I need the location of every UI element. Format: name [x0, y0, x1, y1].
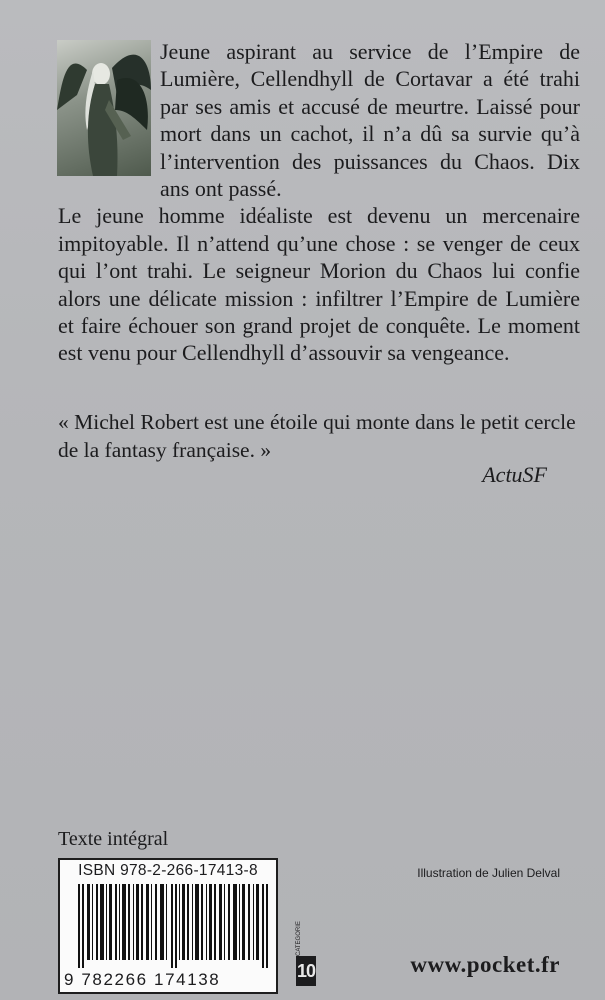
- category-label: CATÉGORIE: [296, 921, 302, 956]
- price-category-badge: [296, 921, 316, 986]
- blurb-first-lines: Jeune aspirant au service de l’Empire de Lumière, Cellendhyll de Cortavar a été trahi par ses amis et accusé de meurtre. Laissé pour mort dans un cachot, il n’a dû sa survie qu’à l’intervention des puissances du Chaos. Dix ans ont passé.: [160, 39, 580, 202]
- barcode-digits: 9 782266 174138: [64, 970, 221, 989]
- book-blurb: [58, 38, 580, 367]
- category-number: 10: [296, 956, 316, 986]
- illustrator-credit: Illustration de Julien Delval: [417, 866, 560, 880]
- cover-illustration: [57, 40, 151, 176]
- quote-source: ActuSF: [482, 462, 547, 487]
- isbn-label: ISBN 978-2-266-17413-8: [78, 862, 258, 879]
- press-quote: « Michel Robert est une étoile qui monte dans le petit cercle de la fantasy française. »: [58, 410, 576, 462]
- isbn-barcode-box: [58, 858, 278, 994]
- edition-label: Texte intégral: [58, 828, 169, 850]
- winged-figure-illustration: [57, 40, 151, 176]
- blurb-rest: Le jeune homme idéaliste est devenu un mercenaire impitoyable. Il n’attend qu’une chose : se venger de ceux qui l’ont trahi. Le seigneur Morion du Chaos lui confie alors une délicate mission : infiltrer l’Empire de Lumière et faire échouer son grand projet de conquête. Le moment est venu pour Cellendhyll d’assouvir sa vengeance.: [58, 203, 580, 366]
- publisher-website: www.pocket.fr: [410, 952, 560, 977]
- barcode: [78, 884, 272, 968]
